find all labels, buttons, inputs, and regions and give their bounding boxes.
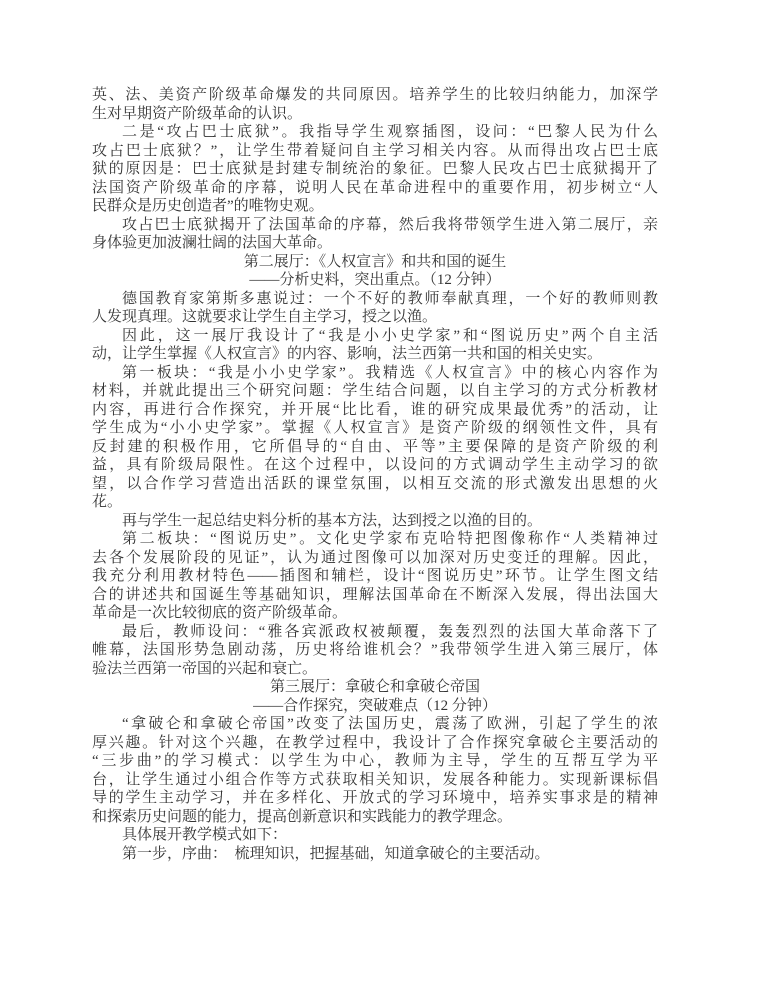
paragraph [92, 530, 658, 623]
text-line: 民群众是历史创造者”的唯物史观。 [92, 198, 324, 214]
paragraph [92, 364, 658, 512]
heading-line: ——分析史料，突出重点。（12 分钟） [249, 272, 501, 288]
paragraph [92, 512, 658, 531]
text-line: “三步曲”的学习模式：以学生为中心，教师为主导，学生的互帮互学为平 [92, 753, 658, 769]
paragraph [92, 845, 658, 864]
text-line: 动，让学生掌握《人权宣言》的内容、影响，法兰西第一共和国的相关史实。 [92, 346, 603, 362]
text-line: 验法兰西第一帝国的兴起和衰亡。 [92, 660, 318, 677]
text-line: 花。 [92, 494, 123, 510]
text-line: 第二板块：“图说历史”。文化史学家布克哈特把图像称作“人类精神过 [122, 531, 658, 547]
paragraph [92, 623, 658, 679]
paragraph [92, 123, 658, 216]
paragraph [92, 327, 658, 364]
text-line: 人发现真理。这就要求让学生自主学习，授之以渔。 [92, 309, 438, 325]
text-line: 帷幕，法国形势急剧动荡，历史将给谁机会？”我带领学生进入第三展厅，体 [92, 642, 658, 658]
paragraph [92, 216, 658, 253]
text-line: 益，具有阶级局限性。在这个过程中，以设问的方式调动学生主动学习的欲 [92, 457, 658, 473]
paragraph [92, 715, 658, 826]
text-line: 革命是一次比较彻底的资产阶级革命。 [92, 605, 348, 621]
text-line: 合的讲述共和国诞生等基础知识，理解法国革命在不断深入发展，得出法国大 [92, 586, 658, 603]
text-line: 内容，再进行合作探究，并开展“比比看，谁的研究成果最优秀”的活动，让 [92, 401, 658, 418]
text-line: 法国资产阶级革命的序幕，说明人民在革命进程中的重要作用，初步树立“人 [92, 179, 658, 196]
text-line: 厚兴趣。针对这个兴趣，在教学过程中，我设计了合作探究拿破仑主要活动的 [92, 734, 658, 751]
text-line: 身体验更加波澜壮阔的法国大革命。 [92, 235, 333, 251]
text-line: 望，以合作学习营造出活跃的课堂氛围，以相互交流的形式激发出思想的火 [92, 475, 658, 492]
text-line: 德国教育家第斯多惠说过：一个不好的教师奉献真理，一个好的教师则教 [122, 290, 658, 307]
heading-line: ——合作探究，突破难点（12 分钟） [253, 697, 497, 714]
text-line: “拿破仑和拿破仑帝国”改变了法国历史，震荡了欧洲，引起了学生的浓 [122, 716, 658, 732]
text-line: 我充分利用教材特色——插图和辅栏，设计“图说历史”环节。让学生图文结 [92, 568, 658, 584]
heading-line: 第二展厅：《人权宣言》和共和国的诞生 [243, 253, 507, 270]
text-line: 和探索历史问题的能力，提高创新意识和实践能力的教学理念。 [92, 808, 513, 825]
text-line: 具体展开教学模式如下： [122, 827, 288, 843]
paragraph [92, 86, 658, 123]
text-line: 攻占巴士底狱揭开了法国革命的序幕，然后我将带领学生进入第二展厅，亲 [122, 216, 658, 233]
text-line: 材料，并就此提出三个研究问题：学生结合问题，以自主学习的方式分析教材 [92, 383, 658, 399]
text-line: 第一板块：“我是小小史学家”。我精选《人权宣言》中的核心内容作为 [122, 364, 658, 381]
text-line: 学生成为“小小史学家”。掌握《人权宣言》是资产阶级的纲领性文件，具有 [92, 420, 658, 436]
text-line: 第一步，序曲： 梳理知识，把握基础，知道拿破仑的主要活动。 [122, 845, 550, 862]
text-line: 攻占巴士底狱？”，让学生带着疑问自主学习相关内容。从而得出攻占巴士底 [92, 142, 658, 159]
text-line: 生对早期资产阶级革命的认识。 [92, 105, 303, 122]
text-line: 反封建的积极作用，它所倡导的“自由、平等”主要保障的是资产阶级的利 [92, 438, 658, 455]
text-line: 去各个发展阶段的见证”，认为通过图像可以加深对历史变迁的理解。因此， [92, 549, 658, 566]
text-line: 狱的原因是：巴士底狱是封建专制统治的象征。巴黎人民攻占巴士底狱揭开了 [92, 161, 658, 177]
text-line: 二是“攻占巴士底狱”。我指导学生观察插图，设问：“巴黎人民为什么 [122, 124, 658, 140]
text-line: 台，让学生通过小组合作等方式获取相关知识，发展各种能力。实现新课标倡 [92, 771, 658, 788]
heading-line: 第三展厅：拿破仑和拿破仑帝国 [269, 679, 480, 695]
text-line: 再与学生一起总结史料分析的基本方法，达到授之以渔的目的。 [122, 512, 543, 529]
paragraph [92, 290, 658, 327]
paragraph [92, 826, 658, 845]
text-line: 因此，这一展厅我设计了“我是小小史学家”和“图说历史”两个自主活 [122, 327, 658, 344]
text-line: 英、法、美资产阶级革命爆发的共同原因。培养学生的比较归纳能力，加深学 [92, 87, 658, 103]
text-line: 导的学生主动学习，并在多样化、开放式的学习环境中，培养实事求是的精神 [92, 790, 658, 806]
section-heading [92, 253, 658, 290]
section-heading [92, 678, 658, 715]
text-line: 最后，教师设问：“雅各宾派政权被颠覆，轰轰烈烈的法国大革命落下了 [122, 623, 658, 640]
text-column [92, 86, 658, 863]
